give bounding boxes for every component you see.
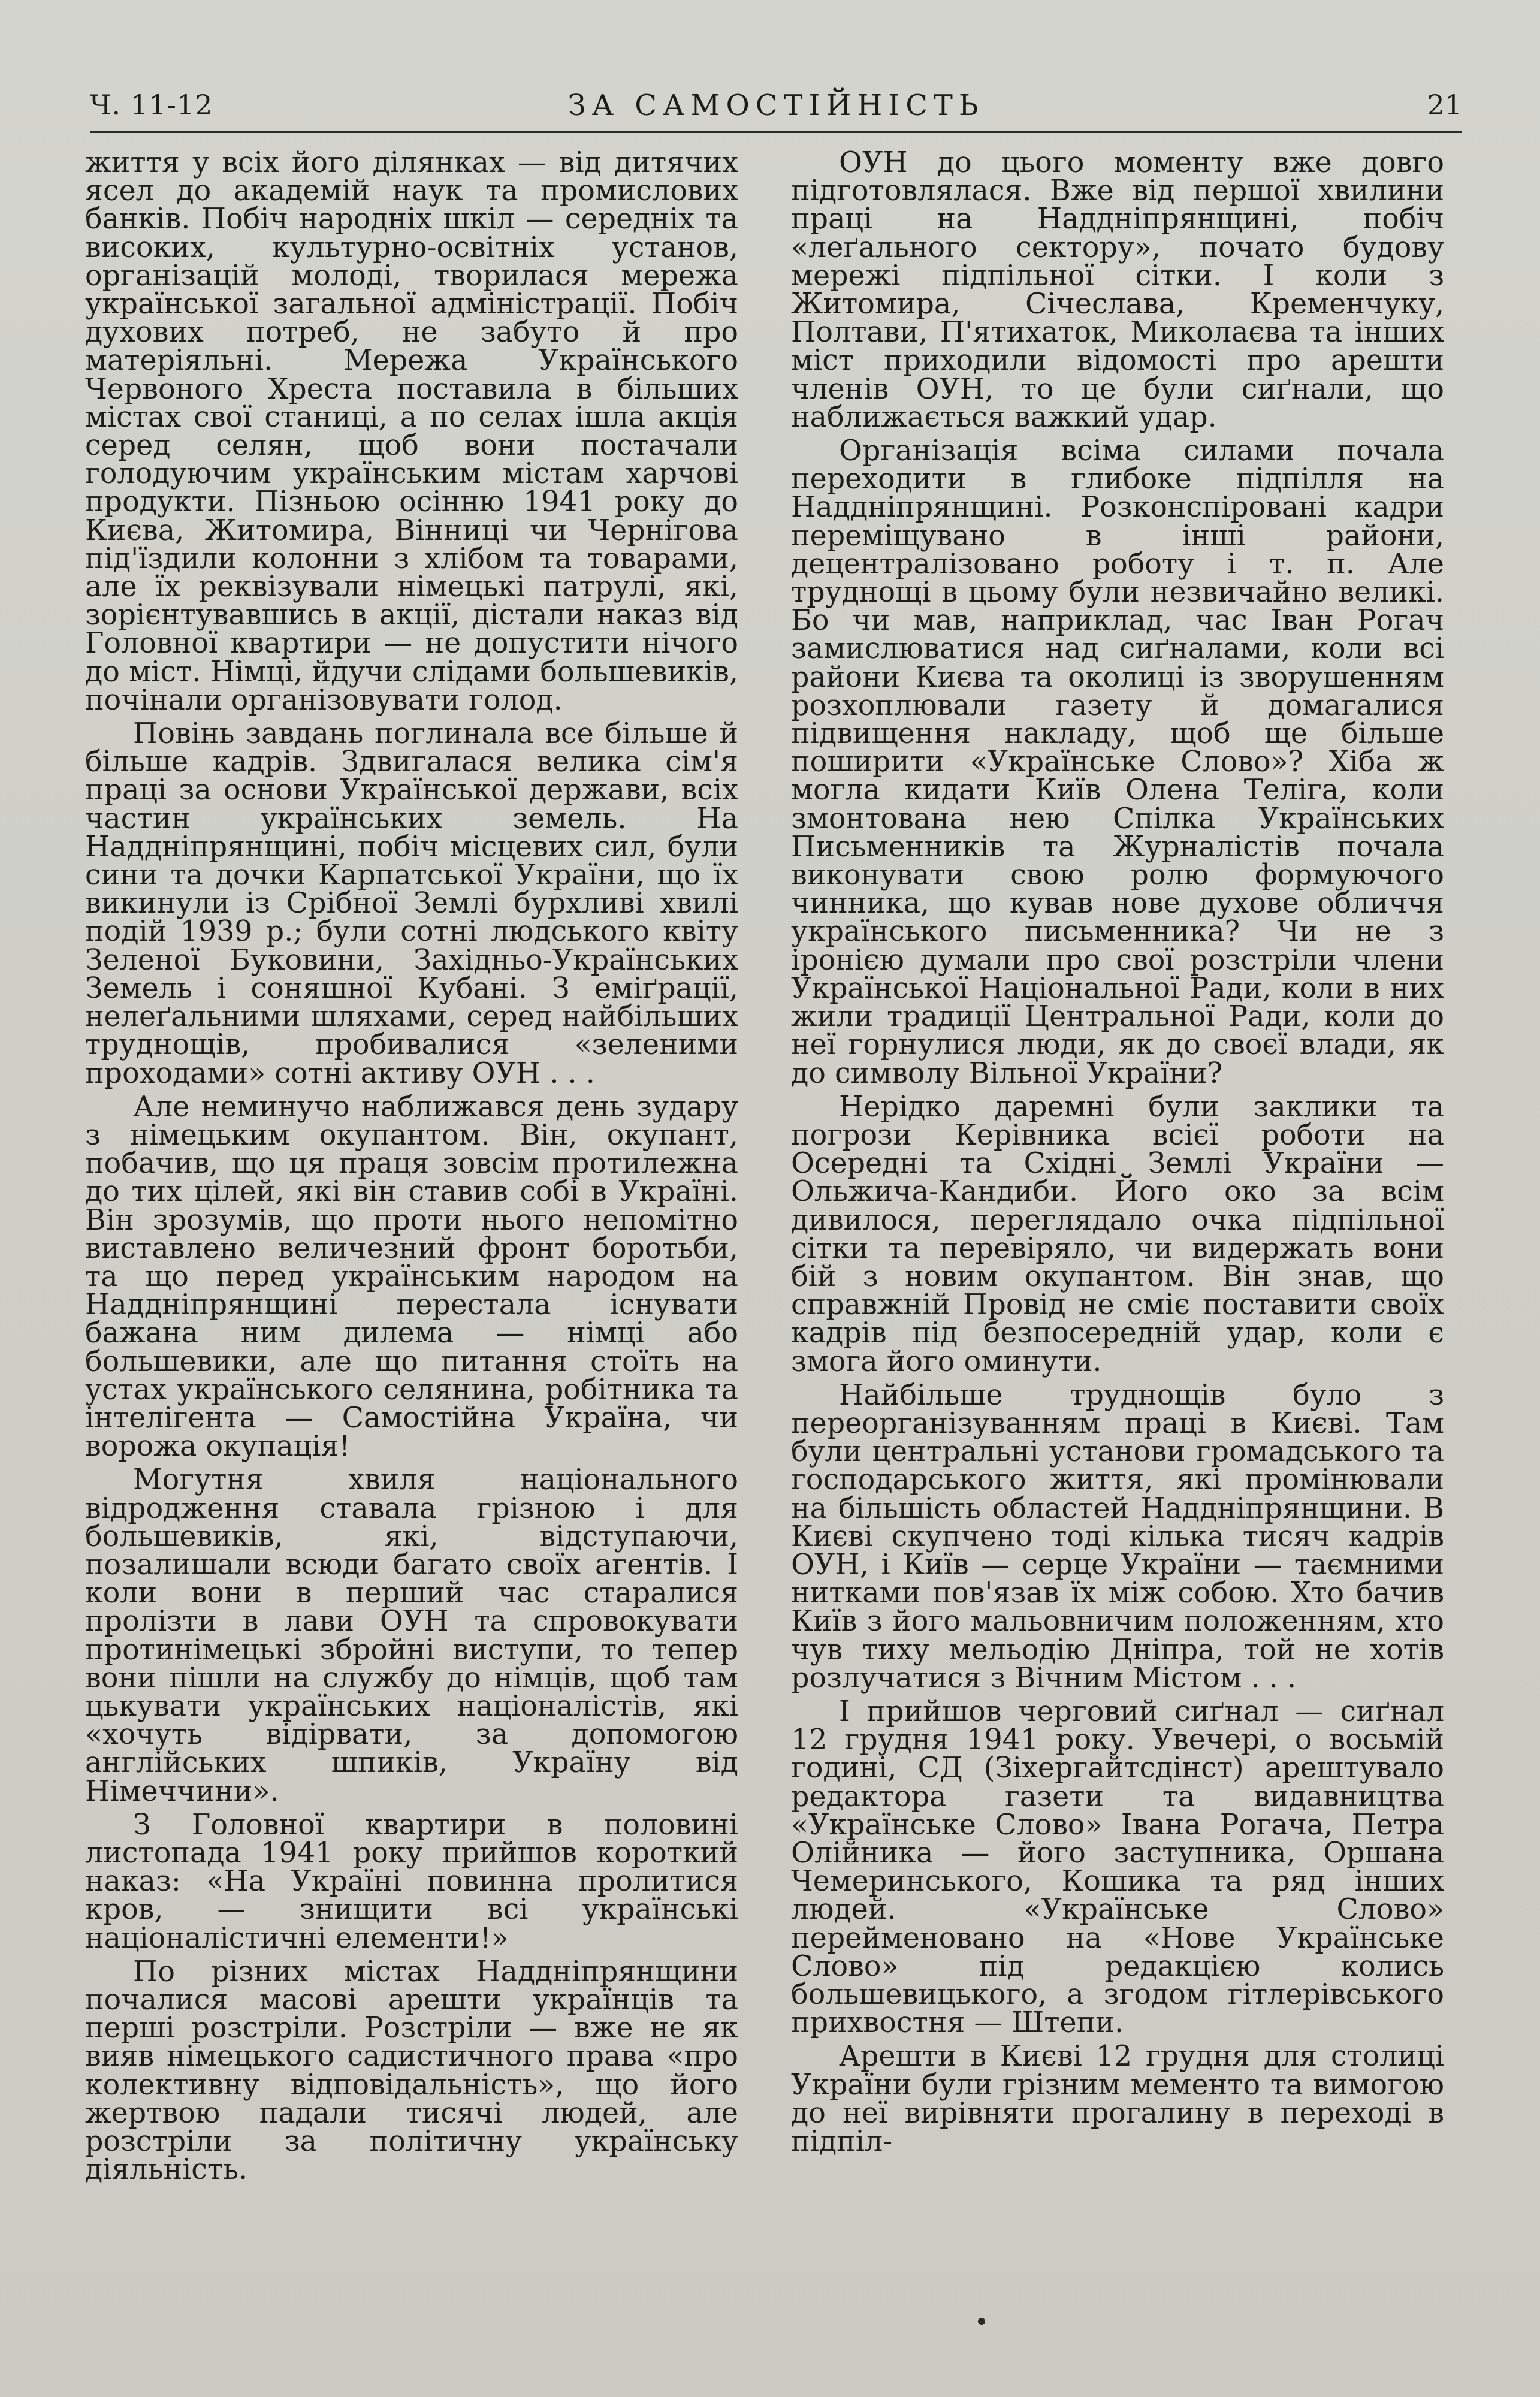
paragraph: Але неминучо наближався день зудару з німецьким окупантом. Він, окупант, побачив, що ця праця зовсім протилежна до тих цілей, які він ставив собі в Україні. Він зрозумів, що проти нього непомітно виставлено величезний фронт боротьби, та що перед українським народом на Наддніпрянщині перестала існувати бажана ним дилема — німці або большевики, але що питання стоїть на устах українського селянина, робітника та інтелігента — Самостійна Україна, чи ворожа окупація!	[85, 1090, 738, 1463]
paragraph: І прийшов черговий сиґнал — сиґнал 12 грудня 1941 року. Увечері, о восьмій годині, СД (Зіхергайтсдінст) арештувало редактора газети та видавництва «Українське Слово» Івана Рогача, Петра Олійника — його заступника, Оршана Чемеринського, Кошика та ряд інших людей. «Українське Слово» перейменовано на «Нове Українське Слово» під редакцією колись большевицького, а згодом гітлерівського прихвостня — Штепи.	[791, 1695, 1444, 2040]
magazine-title: ЗА САМОСТІЙНІСТЬ	[567, 89, 985, 122]
paragraph: З Головної квартири в половині листопада 1941 року прийшов короткий наказ: «На Україні повинна пролитися кров, — знищити всі українські націоналістичні елементи!»	[85, 1808, 738, 1955]
page-number: 21	[1427, 89, 1462, 121]
paragraph: Організація всіма силами почала переходити в глибоке підпілля на Наддніпрянщині. Розконспіровані кадри переміщувано в інші райони, децентралізовано роботу і т. п. Але труднощі в цьому були незвичайно великі. Бо чи мав, наприклад, час Іван Рогач замислюватися над сиґналами, коли всі райони Києва та околиці із зворушенням розхоплювали газету й домагалися підвищення накладу, щоб ще більше поширити «Українське Слово»? Хіба ж могла кидати Київ Олена Теліга, коли змонтована нею Спілка Українських Письменників та Журналістів почала виконувати свою ролю формуючого чинника, що кував нове духове обличчя українського письменника? Чи не з іронією думали про свої розстріли члени Української Національної Ради, коли в них жили традиції Центральної Ради, коли до неї горнулися люди, як до своєї влади, як до символу Вільної України?	[791, 434, 1444, 1090]
paragraph: Найбільше труднощів було з переорганізуванням праці в Києві. Там були центральні установи громадського та господарського життя, які промінювали на більшість областей Наддніпрянщини. В Києві скупчено тоді кілька тисяч кадрів ОУН, і Київ — серце України — таємними нитками пов'язав їх між собою. Хто бачив Київ з його мальовничим положенням, хто чув тиху мельодію Дніпра, той не хотів розлучатися з Вічним Містом . . .	[791, 1378, 1444, 1695]
paragraph: Повінь завдань поглинала все більше й більше кадрів. Здвигалася велика сім'я праці за основи Української держави, всіх частин українських земель. На Наддніпрянщині, побіч місцевих сил, були сини та дочки Карпатської України, що їх викинули із Срібної Землі бурхливі хвилі подій 1939 р.; були сотні людського квіту Зеленої Буковини, Західньо-Українських Земель і соняшної Кубані. З еміґрації, нелеґальними шляхами, серед найбільших труднощів, пробивалися «зеленими проходами» сотні активу ОУН . . .	[85, 717, 738, 1090]
issue-number: Ч. 11-12	[90, 89, 213, 121]
right-column	[791, 146, 1444, 2161]
print-dot-mark	[978, 2318, 985, 2325]
paragraph: Нерідко даремні були заклики та погрози Керівника всієї роботи на Осередні та Східні Землі України — Ольжича-Кандиби. Його око за всім дивилося, переглядало очка підпільної сітки та перевіряло, чи видержать вони бій з новим окупантом. Він знав, що справжній Провід не сміє поставити своїх кадрів під безпосередній удар, коли є змога його оминути.	[791, 1090, 1444, 1378]
paragraph: По різних містах Наддніпрянщини почалися масові арешти українців та перші розстріли. Розстріли — вже не як вияв німецького садистичного права «про колективну відповідальність», що його жертвою падали тисячі людей, але розстріли за політичну українську діяльність.	[85, 1955, 738, 2187]
paragraph: Могутня хвиля національного відродження ставала грізною і для большевиків, які, відступаючи, позалишали всюди багато своїх агентів. І коли вони в перший час старалися пролізти в лави ОУН та спровокувати протинімецькі збройні виступи, то тепер вони пішли на службу до німців, щоб там цькувати українських націоналістів, які «хочуть відірвати, за допомогою англійських шпиків, Україну від Німеччини».	[85, 1463, 738, 1808]
page-header	[90, 83, 1462, 131]
paragraph: ОУН до цього моменту вже довго підготовлялася. Вже від першої хвилини праці на Наддніпрянщині, побіч «леґального сектору», почато будову мережі підпільної сітки. І коли з Житомира, Січеслава, Кременчуку, Полтави, П'ятихаток, Миколаєва та інших міст приходили відомості про арешти членів ОУН, то це були сиґнали, що наближається важкий удар.	[791, 146, 1444, 434]
paragraph: Арешти в Києві 12 грудня для столиці України були грізним мементо та вимогою до неї вирівняти прогалину в переході в підпіл-	[791, 2040, 1444, 2158]
left-column	[85, 146, 738, 2189]
paragraph: життя у всіх його ділянках — від дитячих ясел до академій наук та промислових банків. Побіч народніх шкіл — середніх та високих, культурно-освітніх установ, організацій молоді, творилася мережа української загальної адміністрації. Побіч духових потреб, не забуто й про матеріяльні. Мережа Українського Червоного Хреста поставила в більших містах свої станиці, а по селах ішла акція серед селян, щоб вони постачали голодуючим українським містам харчові продукти. Пізньою осінню 1941 року до Києва, Житомира, Вінниці чи Чернігова під'їздили колонни з хлібом та товарами, але їх реквізували німецькі патрулі, які, зорієнтувавшись в акції, дістали наказ від Головної квартири — не допустити нічого до міст. Німці, йдучи слідами большевиків, почінали організовувати голод.	[85, 146, 738, 717]
header-rule	[90, 131, 1462, 133]
